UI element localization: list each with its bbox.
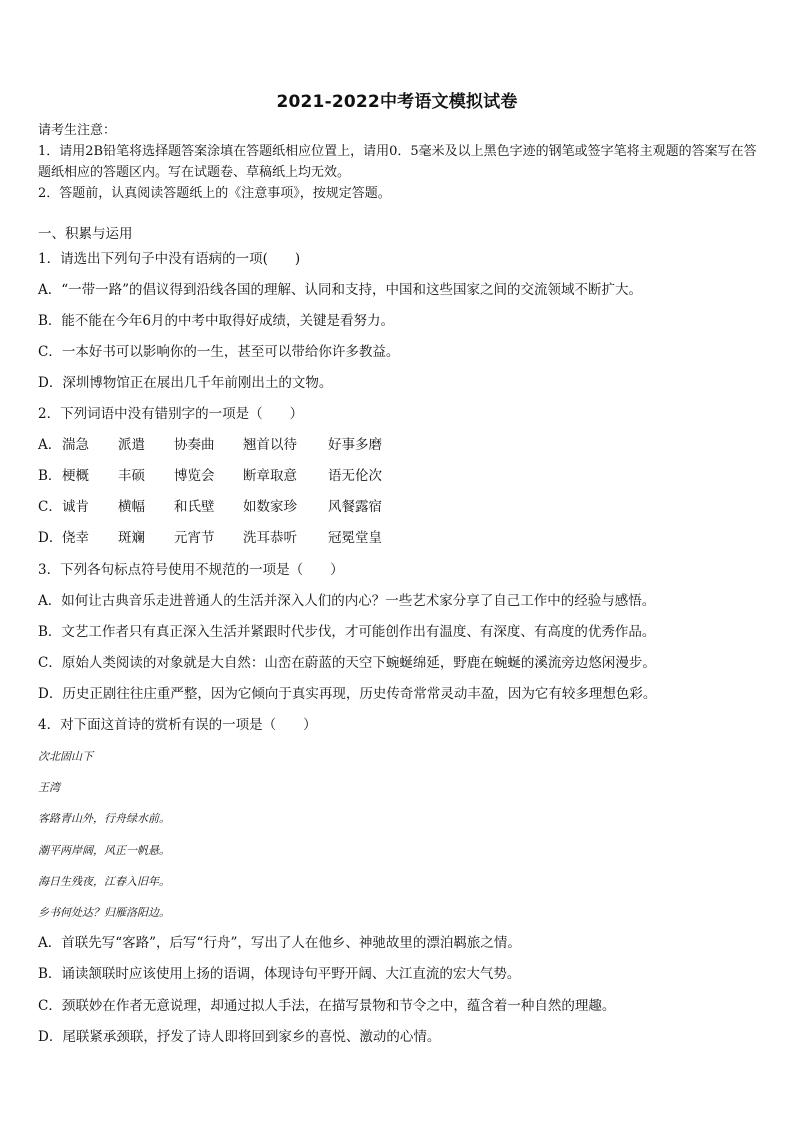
- word: 斑斓: [118, 530, 145, 546]
- word: 元宵节: [174, 530, 215, 546]
- word: 冠冕堂皇: [328, 530, 382, 546]
- word: 断章取意: [243, 468, 297, 484]
- question-3-option-b: B．文艺工作者只有真正深入生活并紧跟时代步伐，才可能创作出有温度、有深度、有高度的优秀作品。: [38, 624, 656, 640]
- word: 丰硕: [118, 468, 145, 484]
- question-4-option-a: A．首联先写“客路”，后写“行舟”，写出了人在他乡、神驰故里的漂泊羁旅之情。: [38, 935, 521, 951]
- word: 洗耳恭听: [243, 530, 297, 546]
- option-letter: A．: [38, 437, 62, 453]
- question-4-stem: 4．对下面这首诗的赏析有误的一项是（ ）: [38, 717, 317, 733]
- notice-item-1: 1．请用2B铅笔将选择题答案涂填在答题纸相应位置上，请用0．5毫米及以上黑色字迹的钢笔或签字笔将主观题的答案写在答题纸相应的答题区内。写在试题卷、草稿纸上均无效。: [38, 144, 757, 180]
- question-3-option-d: D．历史正剧往往庄重严整，因为它倾向于真实再现，历史传奇常常灵动丰盈，因为它有较多理想色彩。: [38, 686, 657, 702]
- notice-heading: 请考生注意：: [38, 123, 117, 138]
- question-1-option-b: B．能不能在今年6月的中考中取得好成绩，关键是看努力。: [38, 313, 395, 329]
- poem-line-4: 乡书何处达？归雁洛阳边。: [38, 906, 170, 919]
- word: 如数家珍: [243, 499, 297, 515]
- word: 派遣: [118, 437, 145, 453]
- question-1-option-a: A．“一带一路”的倡议得到沿线各国的理解、认同和支持，中国和这些国家之间的交流领域不断扩大。: [38, 282, 643, 298]
- question-2-stem: 2．下列词语中没有错别字的一项是（ ）: [38, 406, 304, 422]
- word: 好事多磨: [328, 437, 382, 453]
- word: 语无伦次: [328, 468, 382, 484]
- question-3-stem: 3．下列各句标点符号使用不规范的一项是（ ）: [38, 562, 344, 578]
- question-4-option-b: B．诵读颔联时应该使用上扬的语调，体现诗句平野开阔、大江直流的宏大气势。: [38, 966, 521, 982]
- word: 湍急: [62, 437, 89, 453]
- word: 横幅: [118, 499, 145, 515]
- word: 协奏曲: [174, 437, 215, 453]
- option-letter: C．: [38, 499, 62, 515]
- word: 翘首以待: [243, 437, 297, 453]
- question-4-option-c: C．颈联妙在作者无意说理，却通过拟人手法，在描写景物和节令之中，蕴含着一种自然的理趣。: [38, 998, 616, 1014]
- question-1-option-c: C．一本好书可以影响你的一生，甚至可以带给你许多教益。: [38, 344, 400, 360]
- poem-line-3: 海日生残夜，江春入旧年。: [38, 875, 170, 888]
- poem-author: 王湾: [38, 781, 60, 794]
- word: 博览会: [174, 468, 215, 484]
- question-3-option-c: C．原始人类阅读的对象就是大自然：山峦在蔚蓝的天空下蜿蜒绵延，野鹿在蜿蜒的溪流旁边悠闲漫步。: [38, 655, 656, 671]
- option-letter: D．: [38, 530, 63, 546]
- section-heading: 一、积累与运用: [38, 226, 133, 242]
- word: 诚肯: [62, 499, 89, 515]
- poem-line-2: 潮平两岸阔，风正一帆悬。: [38, 844, 170, 857]
- option-letter: B．: [38, 468, 62, 484]
- word: 侥幸: [62, 530, 89, 546]
- question-4-option-d: D．尾联紧承颈联，抒发了诗人即将回到家乡的喜悦、激动的心情。: [38, 1029, 441, 1045]
- poem-title: 次北固山下: [38, 750, 93, 763]
- question-1-option-d: D．深圳博物馆正在展出几千年前刚出土的文物。: [38, 375, 333, 391]
- word: 梗概: [62, 468, 89, 484]
- page-title: 2021-2022中考语文模拟试卷: [276, 92, 518, 112]
- word: 和氏壁: [174, 499, 215, 515]
- question-3-option-a: A．如何让古典音乐走进普通人的生活并深入人们的内心？一些艺术家分享了自己工作中的经验与感悟。: [38, 593, 656, 609]
- poem-line-1: 客路青山外，行舟绿水前。: [38, 812, 170, 825]
- word: 风餐露宿: [328, 499, 382, 515]
- notice-item-2: 2．答题前，认真阅读答题纸上的《注意事项》，按规定答题。: [38, 186, 391, 201]
- question-1-stem: 1．请选出下列句子中没有语病的一项( ): [38, 251, 301, 267]
